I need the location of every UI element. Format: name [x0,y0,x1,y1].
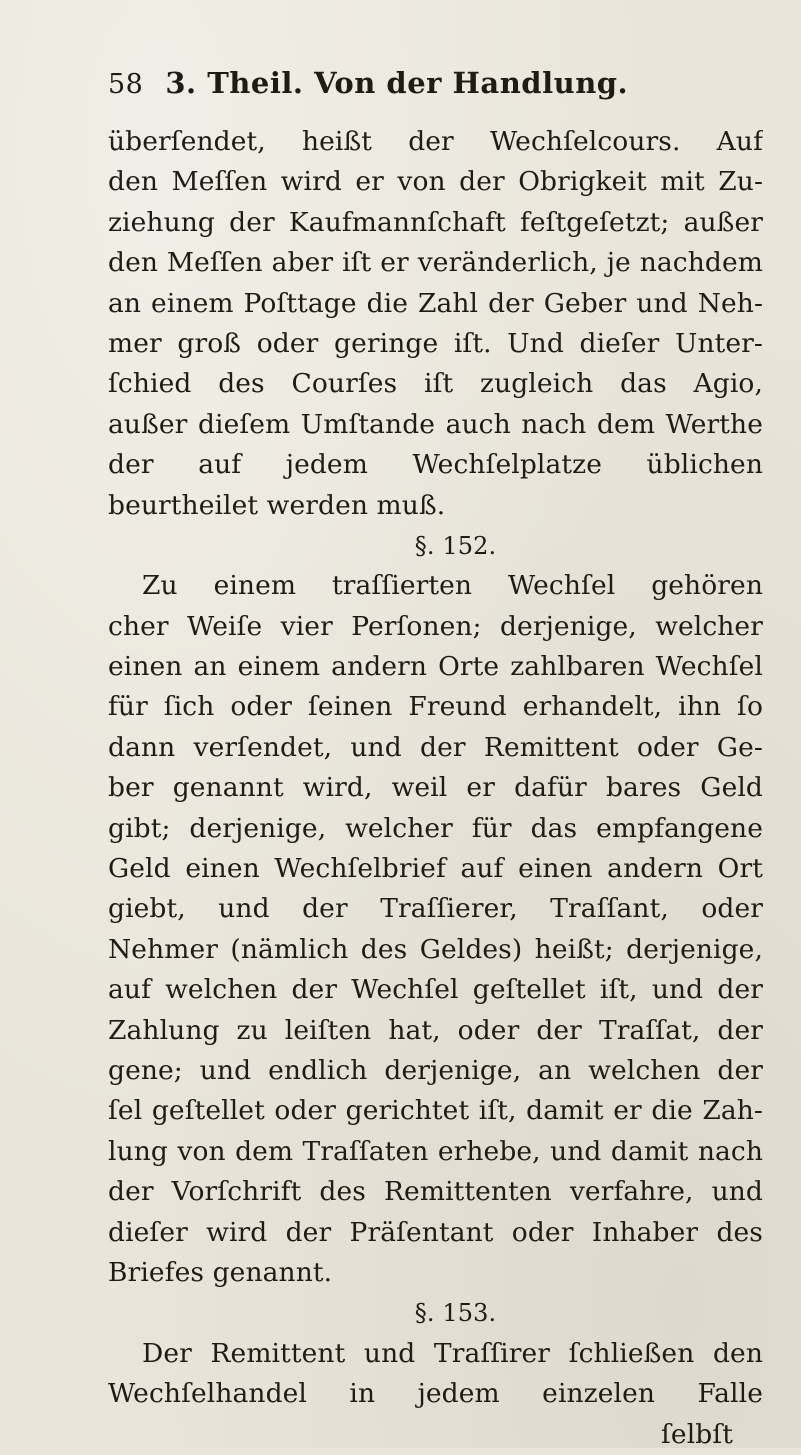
text-line: außer dieſem Umſtande auch nach dem Werthe [108,408,763,440]
text-line: an einem Poſttage die Zahl der Geber und Neh- [108,287,763,319]
page-header [108,66,763,112]
text-line: giebt, und der Traſſierer, Traſſant, oder [108,893,763,925]
text-line: beurtheilet werden muß. [108,489,446,521]
text-line: ziehung der Kaufmannſchaft feſtgeſetzt; außer [108,206,763,238]
text-line: dann verſendet, und der Remittent oder Ge- [108,731,763,763]
text-line: ſel geſtellet oder gerichtet iſt, damit er die Zah- [108,1095,763,1127]
text-line: ſchied des Courſes iſt zugleich das Agio, [108,368,763,400]
text-line: gibt; derjenige, welcher für das empfangene [108,812,763,844]
text-line: auf welchen der Wechſel geſtellet iſt, und der [108,974,763,1006]
text-line: ber genannt wird, weil er dafür bares Geld [108,772,763,804]
text-line: Zu einem traſſierten Wechſel gehören [142,570,763,602]
text-line: Briefes genannt. [108,1256,333,1288]
text-line: gene; und endlich derjenige, an welchen der [108,1054,763,1086]
text-line: Nehmer (nämlich des Geldes) heißt; derjenige, [108,933,763,965]
section-number: §. 152. [414,531,497,560]
text-line: einen an einem andern Orte zahlbaren Wechſel [108,651,763,683]
page-number: 58 [108,69,144,100]
body-text [108,122,763,1455]
text-line: Zahlung zu leiſten hat, oder der Traſſat, der [108,1014,763,1046]
text-line: den Meſſen wird er von der Obrigkeit mit Zu- [108,166,763,198]
text-line: Geld einen Wechſelbrief auf einen andern Ort [108,853,763,885]
text-line: Der Remittent und Traſſirer ſchließen den [142,1337,763,1369]
text-line: Wechſelhandel in jedem einzelen Falle [108,1378,763,1410]
catchword: ſelbſt [661,1418,733,1450]
text-line: für ſich oder ſeinen Freund erhandelt, ihn ſo [108,691,763,723]
text-line: überſendet, heißt der Wechſelcours. Auf [108,126,763,157]
text-line: cher Weiſe vier Perſonen; derjenige, welcher [108,610,763,642]
text-line: den Meſſen aber iſt er veränderlich, je nachdem [108,247,763,279]
section-number: §. 153. [414,1299,497,1328]
text-line: lung von dem Traſſaten erhebe, und damit nach [108,1135,763,1167]
text-line: dieſer wird der Präſentant oder Inhaber des [108,1216,763,1248]
text-line: der Vorſchrift des Remittenten verfahre, und [108,1176,763,1208]
text-line: der auf jedem Wechſelplatze üblichen [108,449,763,481]
text-line: mer groß oder geringe iſt. Und dieſer Unter- [108,327,763,359]
running-title: 3. Theil. Von der Handlung. [165,66,629,100]
